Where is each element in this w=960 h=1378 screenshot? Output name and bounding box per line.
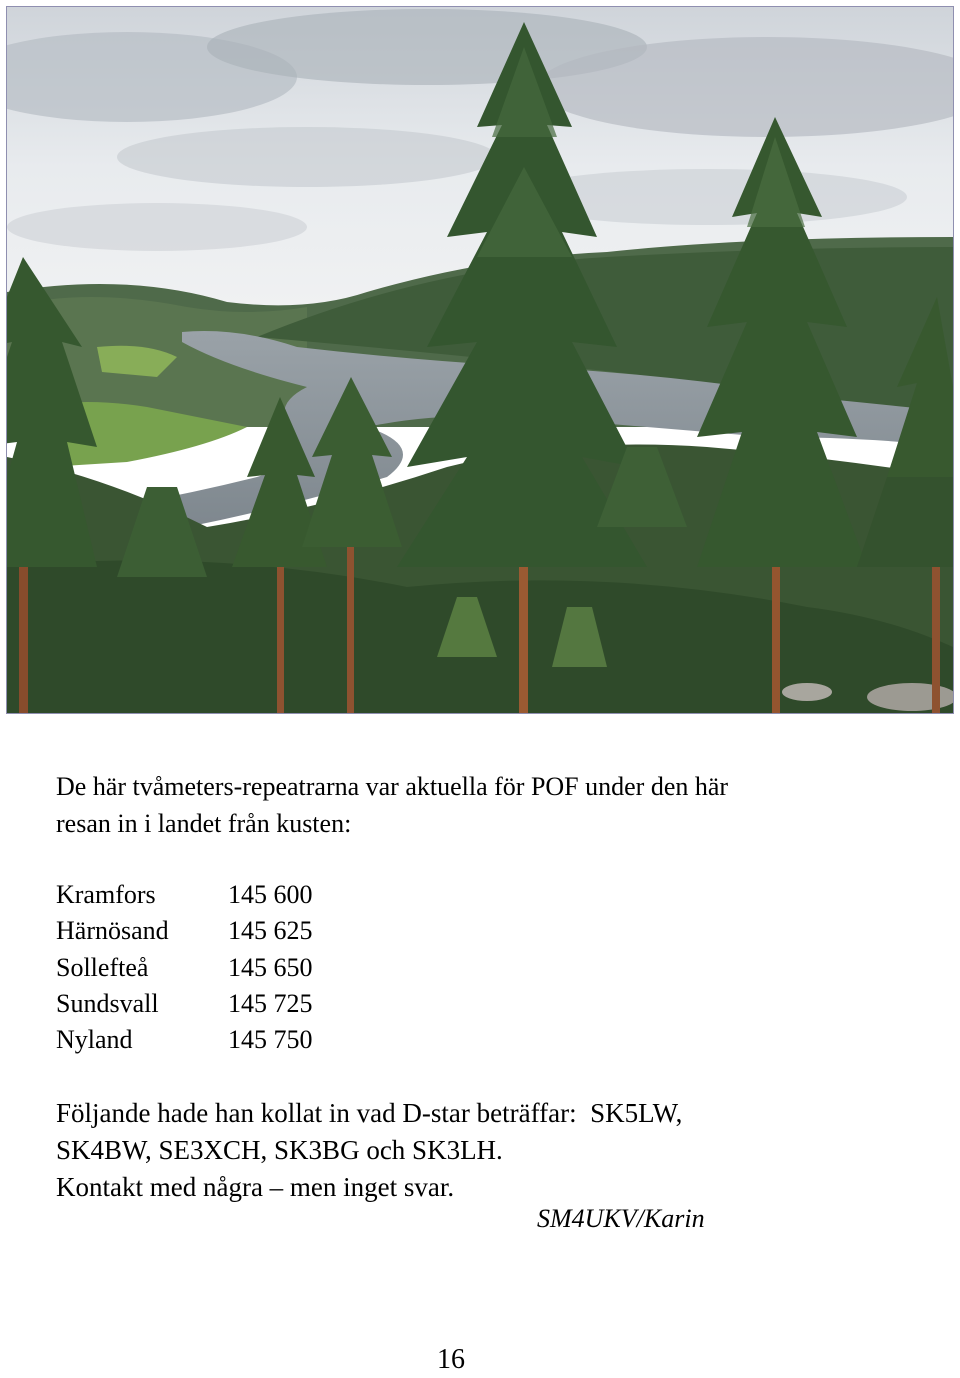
- page-number: 16: [437, 1344, 465, 1375]
- landscape-photo: [6, 6, 954, 714]
- dstar-paragraph: [56, 1095, 936, 1206]
- repeater-frequency: 145 625: [228, 916, 313, 946]
- repeater-frequency: 145 725: [228, 989, 313, 1019]
- table-row: [56, 877, 313, 913]
- table-row: [56, 986, 313, 1022]
- table-row: [56, 913, 313, 949]
- repeater-frequency: 145 600: [228, 880, 313, 910]
- repeater-name: Nyland: [56, 1025, 133, 1055]
- repeater-frequency: 145 750: [228, 1025, 313, 1055]
- table-row: [56, 950, 313, 986]
- repeater-table: [56, 877, 313, 1058]
- repeater-name: Sundsvall: [56, 989, 159, 1019]
- signature: SM4UKV/Karin: [537, 1204, 705, 1233]
- dstar-line-3: Kontakt med några – men inget svar.: [56, 1172, 455, 1202]
- intro-line-1: De här tvåmeters-repeatrarna var aktuella för POF under den här: [56, 772, 729, 801]
- table-row: [56, 1022, 313, 1058]
- repeater-frequency: 145 650: [228, 952, 313, 982]
- dstar-line-2: SK4BW, SE3XCH, SK3BG och SK3LH.: [56, 1135, 503, 1165]
- repeater-name: Härnösand: [56, 916, 169, 946]
- repeater-name: Sollefteå: [56, 952, 149, 982]
- repeater-name: Kramfors: [56, 880, 156, 910]
- intro-paragraph: [56, 768, 916, 842]
- intro-line-2: resan in i landet från kusten:: [56, 809, 352, 838]
- landscape-photo-icon: [7, 7, 953, 713]
- dstar-line-1: Följande hade han kollat in vad D-star beträffar: SK5LW,: [56, 1098, 683, 1128]
